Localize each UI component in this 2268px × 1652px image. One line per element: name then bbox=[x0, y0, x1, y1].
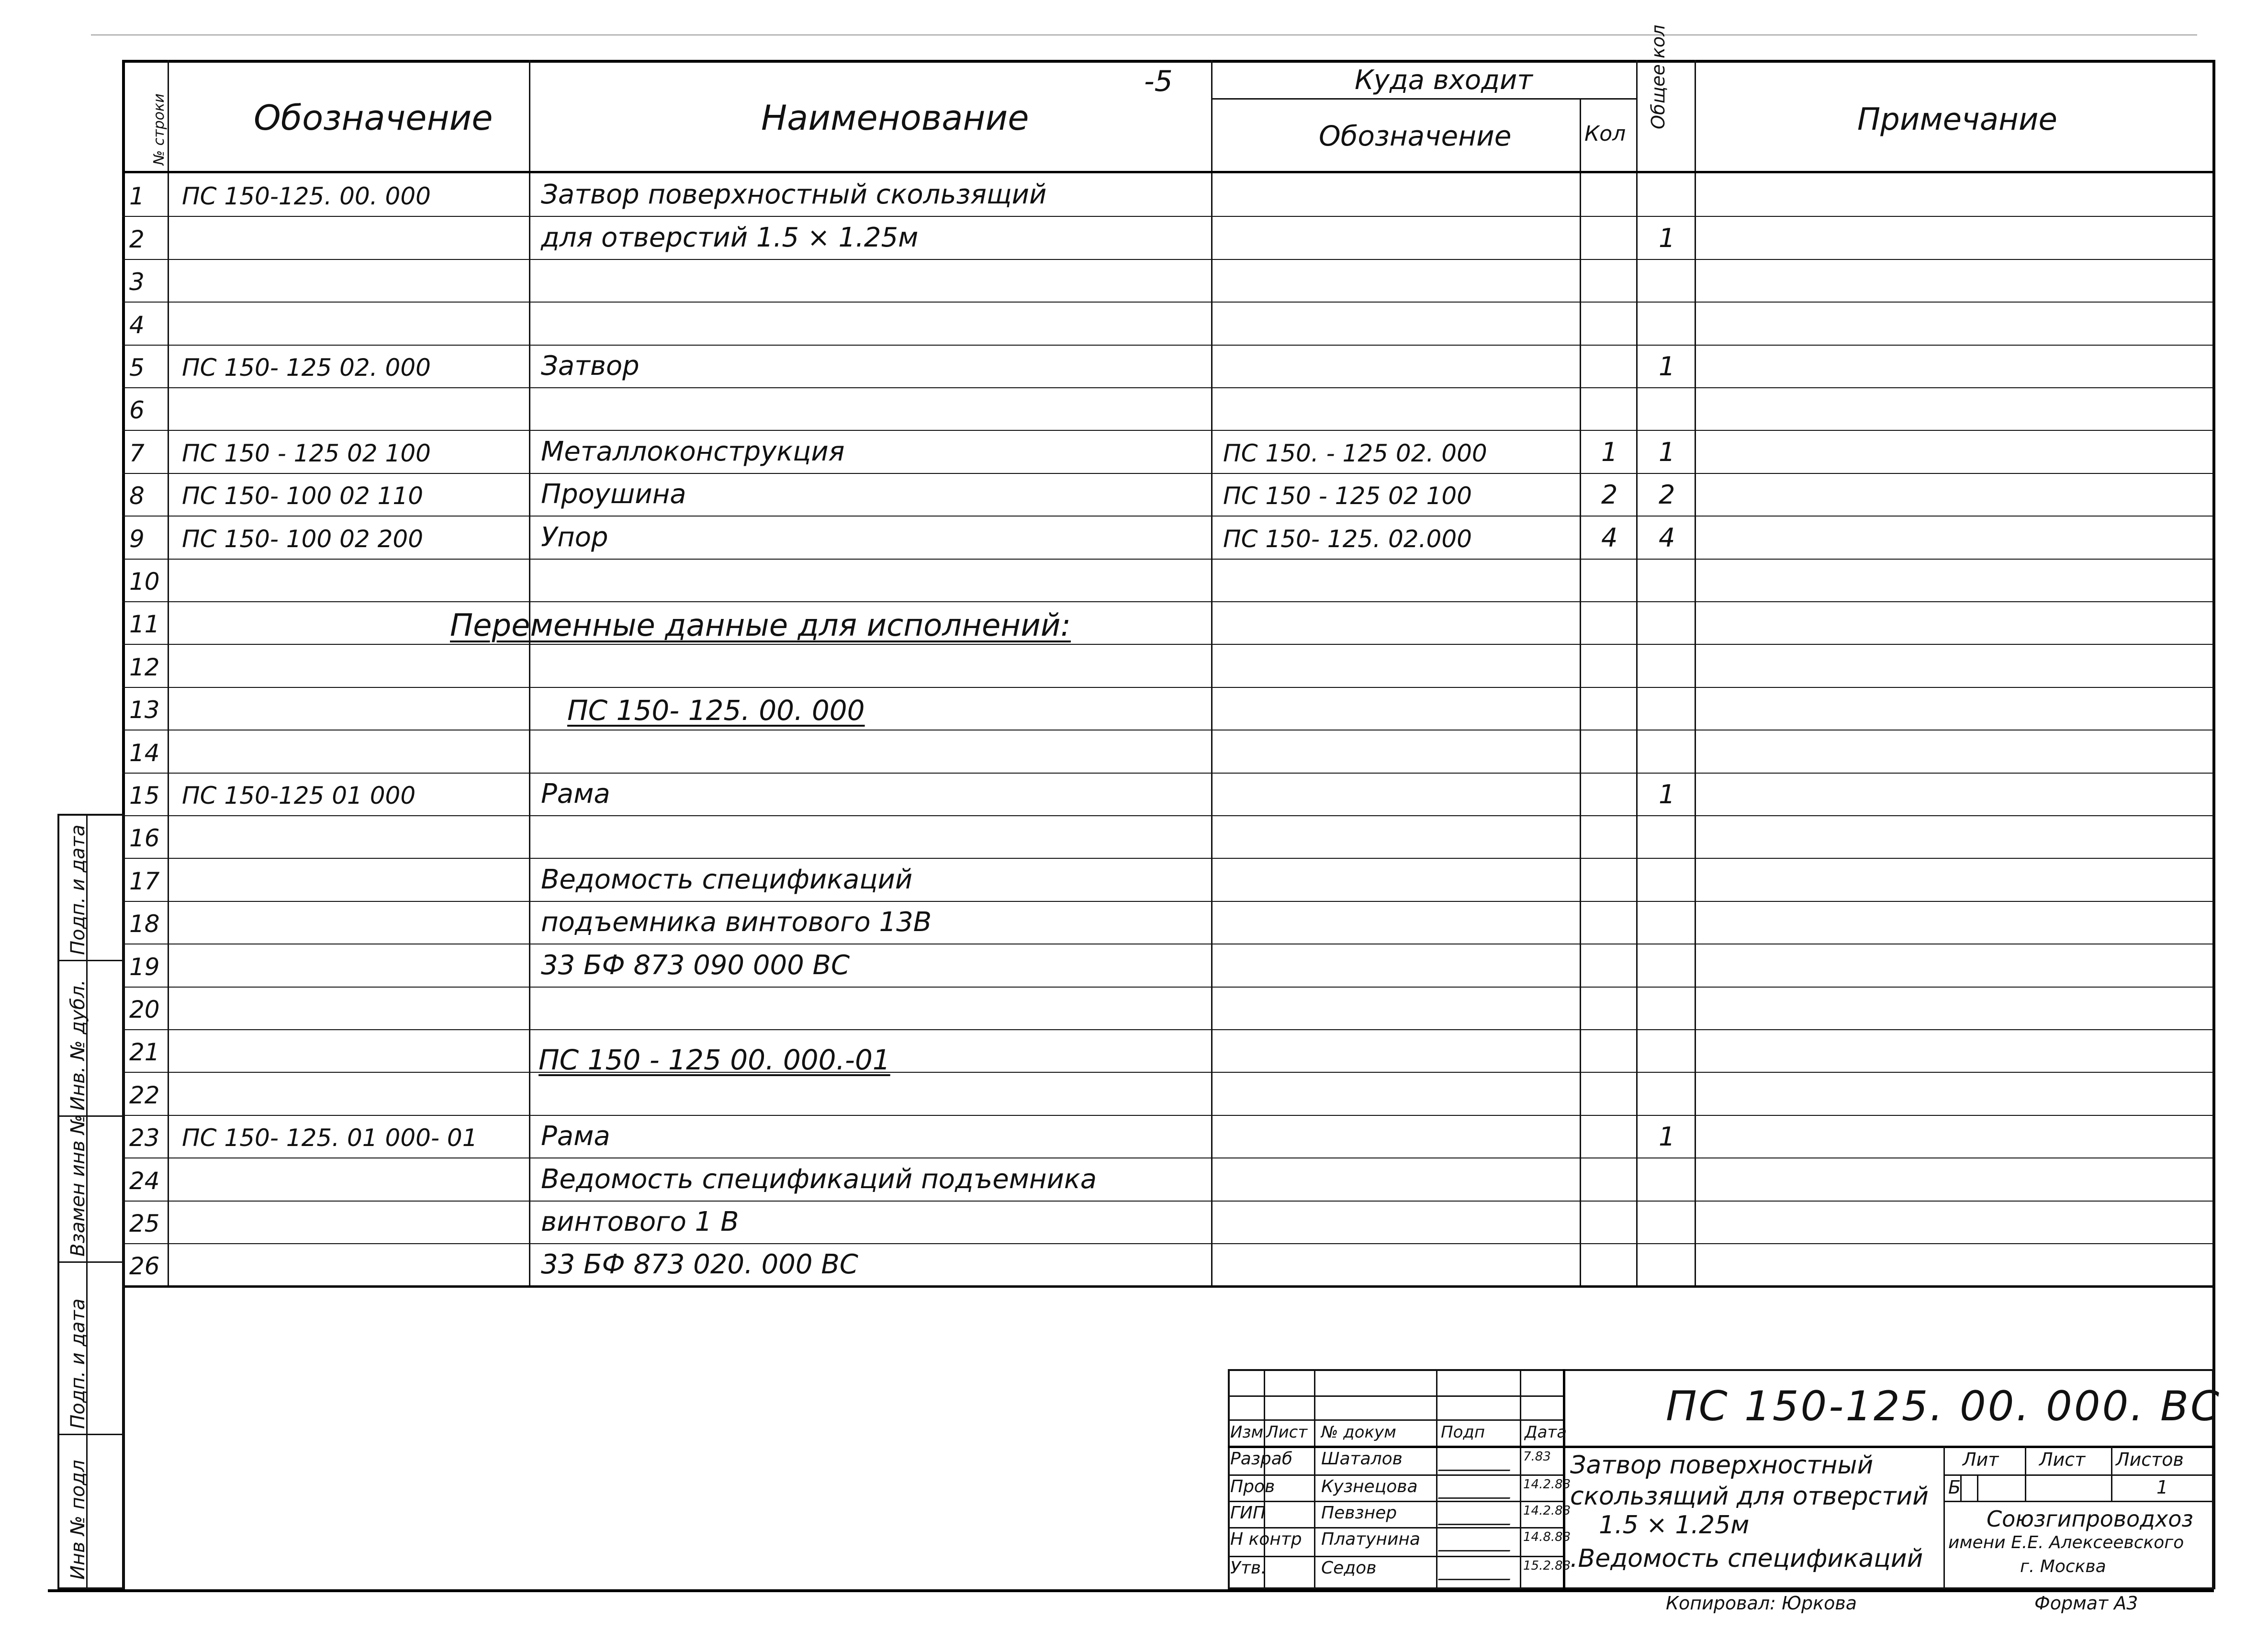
row-number: 19 bbox=[129, 953, 160, 981]
tb-role-name: Седов bbox=[1321, 1558, 1377, 1578]
row-name: винтового 1 В bbox=[541, 1206, 739, 1237]
row-number: 11 bbox=[129, 610, 160, 638]
row-divider bbox=[122, 987, 2214, 988]
row-number: 4 bbox=[129, 311, 145, 339]
row-designation: ПС 150-125 01 000 bbox=[182, 782, 416, 809]
row-number: 15 bbox=[129, 782, 160, 809]
row-divider bbox=[122, 559, 2214, 560]
tb-sheets-value: 1 bbox=[2156, 1477, 2168, 1498]
row-divider bbox=[122, 1286, 2214, 1287]
row-name: Металлоконструкция bbox=[541, 436, 845, 467]
tb-h-7 bbox=[1228, 1556, 1563, 1557]
side-label-vzam: Взамен инв № bbox=[67, 1114, 89, 1257]
tb-role-date: 14.2.83 bbox=[1523, 1504, 1571, 1518]
tb-copied: Копировал: Юркова bbox=[1666, 1593, 1857, 1614]
row-name: для отверстий 1.5 × 1.25м bbox=[541, 222, 919, 253]
frame-top bbox=[122, 60, 2214, 63]
tb-lit-value: Б bbox=[1948, 1477, 1961, 1498]
signature-mark bbox=[1438, 1564, 1516, 1580]
row-designation: ПС 150- 125 02. 000 bbox=[182, 354, 431, 382]
row-name: подъемника винтового 13В bbox=[541, 907, 932, 938]
tb-doc-code: ПС 150-125. 00. 000. ВС bbox=[1666, 1382, 2222, 1430]
side-sep-3 bbox=[57, 1261, 124, 1263]
row-number: 3 bbox=[129, 268, 145, 296]
row-designation: ПС 150-125. 00. 000 bbox=[182, 182, 431, 210]
tb-col-head: Дата bbox=[1525, 1423, 1567, 1442]
tb-role-date: 15.2.83 bbox=[1523, 1559, 1571, 1573]
row-number: 1 bbox=[129, 182, 145, 210]
side-label-inv-podl: Инв № подл bbox=[67, 1460, 89, 1580]
row-divider bbox=[122, 1029, 2214, 1030]
tb-title-line: скользящий для отверстий bbox=[1570, 1482, 1929, 1511]
tb-role-date: 14.2.83 bbox=[1523, 1477, 1571, 1492]
tb-org-line: г. Москва bbox=[2020, 1557, 2106, 1576]
row-total-qty: 1 bbox=[1659, 1122, 1675, 1152]
col-line-5 bbox=[1636, 60, 1638, 1285]
row-number: 8 bbox=[129, 482, 145, 510]
row-divider bbox=[122, 1072, 2214, 1073]
row-number: 20 bbox=[129, 996, 160, 1023]
tb-role-name: Платунина bbox=[1321, 1529, 1420, 1549]
row-divider bbox=[122, 302, 2214, 303]
tb-title-line: Затвор поверхностный bbox=[1570, 1451, 1874, 1480]
tb-lit-label: Лит bbox=[1963, 1449, 1999, 1470]
tb-v-lit-4 bbox=[2111, 1446, 2112, 1501]
tb-role: ГИП bbox=[1230, 1503, 1266, 1523]
row-name: Ведомость спецификаций подъемника bbox=[541, 1164, 1097, 1195]
row-divider bbox=[122, 216, 2214, 217]
row-divider bbox=[122, 901, 2214, 902]
tb-role-date: 7.83 bbox=[1523, 1450, 1551, 1464]
row-where-designation: ПС 150 - 125 02 100 bbox=[1223, 482, 1472, 510]
signature-mark bbox=[1438, 1455, 1516, 1471]
row-number: 23 bbox=[129, 1124, 160, 1152]
row-divider bbox=[122, 1243, 2214, 1244]
side-label-inv-dubl: Инв. № дубл. bbox=[67, 979, 89, 1111]
row-name: Ведомость спецификаций bbox=[541, 864, 913, 895]
variant-00-heading: ПС 150- 125. 00. 000 bbox=[567, 694, 865, 727]
tb-role-date: 14.8.83 bbox=[1523, 1530, 1571, 1544]
header-where-designation: Обозначение bbox=[1319, 120, 1512, 152]
row-divider bbox=[122, 858, 2214, 859]
row-number: 14 bbox=[129, 739, 160, 767]
row-qty: 2 bbox=[1601, 480, 1618, 510]
tb-sheets-label: Листов bbox=[2116, 1449, 2184, 1470]
tb-v-lit bbox=[1943, 1446, 1945, 1589]
signature-mark bbox=[1438, 1483, 1516, 1499]
row-qty: 1 bbox=[1601, 437, 1618, 467]
row-name: 33 БФ 873 020. 000 ВС bbox=[541, 1249, 858, 1280]
side-sep-4 bbox=[57, 1434, 124, 1435]
row-number: 17 bbox=[129, 867, 160, 895]
row-total-qty: 2 bbox=[1659, 480, 1675, 510]
row-number: 10 bbox=[129, 568, 160, 596]
header-bottom-line bbox=[122, 171, 2214, 173]
header-row-no: № строки bbox=[151, 93, 168, 165]
row-divider bbox=[122, 644, 2214, 645]
row-name: Рама bbox=[541, 778, 610, 809]
row-total-qty: 1 bbox=[1659, 779, 1675, 809]
sheet-mark: -5 bbox=[1144, 65, 1173, 98]
col-line-4 bbox=[1580, 98, 1581, 1285]
row-number: 21 bbox=[129, 1038, 160, 1066]
tb-role-name: Кузнецова bbox=[1321, 1477, 1418, 1496]
row-divider bbox=[122, 1115, 2214, 1116]
col-line-2 bbox=[529, 60, 530, 1285]
row-divider bbox=[122, 473, 2214, 474]
row-number: 26 bbox=[129, 1252, 160, 1280]
tb-title-line: .Ведомость спецификаций bbox=[1570, 1544, 1923, 1573]
tb-col-head: № докум bbox=[1321, 1423, 1396, 1442]
row-number: 7 bbox=[129, 439, 145, 467]
signature-mark bbox=[1438, 1509, 1516, 1525]
row-divider bbox=[122, 387, 2214, 388]
row-divider bbox=[122, 687, 2214, 688]
tb-h-5 bbox=[1228, 1501, 1563, 1502]
tb-h-lit-2 bbox=[1943, 1501, 2214, 1502]
tb-h-lit-1 bbox=[1943, 1474, 2214, 1476]
col-line-3 bbox=[1211, 60, 1213, 1285]
row-divider bbox=[122, 773, 2214, 774]
row-qty: 4 bbox=[1601, 523, 1618, 553]
tb-org-line: имени Е.Е. Алексеевского bbox=[1948, 1533, 2184, 1552]
tb-role: Н контр bbox=[1230, 1529, 1302, 1549]
tb-role-name: Шаталов bbox=[1321, 1449, 1403, 1469]
row-divider bbox=[122, 259, 2214, 260]
tb-col-head: Изм bbox=[1230, 1423, 1264, 1442]
tb-format: Формат А3 bbox=[2034, 1593, 2138, 1614]
row-designation: ПС 150- 125. 01 000- 01 bbox=[182, 1124, 478, 1152]
side-label-podp-data-1: Подп. и дата bbox=[67, 824, 89, 955]
row-name: Затвор поверхностный скользящий bbox=[541, 179, 1047, 210]
col-line-1 bbox=[168, 60, 169, 1285]
row-total-qty: 1 bbox=[1659, 223, 1675, 253]
row-divider bbox=[122, 516, 2214, 517]
frame-right bbox=[2212, 60, 2215, 1589]
tb-role-name: Певзнер bbox=[1321, 1503, 1397, 1523]
row-divider bbox=[122, 430, 2214, 431]
row-designation: ПС 150- 100 02 200 bbox=[182, 525, 424, 553]
row-name: Упор bbox=[541, 522, 608, 553]
row-name: Проушина bbox=[541, 479, 686, 510]
frame-bottom bbox=[48, 1589, 2214, 1592]
row-number: 16 bbox=[129, 824, 160, 852]
side-sep-1 bbox=[57, 960, 124, 961]
trim-line bbox=[91, 34, 2197, 35]
row-number: 24 bbox=[129, 1167, 160, 1195]
row-number: 5 bbox=[129, 354, 145, 382]
where-used-divider bbox=[1211, 98, 1637, 100]
tb-col-head: Лист bbox=[1266, 1423, 1308, 1442]
tb-h-4 bbox=[1228, 1474, 1563, 1476]
side-label-podp-data-2: Подп. и дата bbox=[67, 1298, 89, 1429]
tb-sheet-label: Лист bbox=[2039, 1449, 2086, 1470]
row-number: 6 bbox=[129, 396, 145, 424]
tb-title-line: 1.5 × 1.25м bbox=[1599, 1511, 1750, 1540]
row-total-qty: 1 bbox=[1659, 351, 1675, 382]
signature-mark bbox=[1438, 1536, 1516, 1551]
header-qty: Кол bbox=[1584, 122, 1626, 146]
row-where-designation: ПС 150- 125. 02.000 bbox=[1223, 525, 1472, 553]
row-where-designation: ПС 150. - 125 02. 000 bbox=[1223, 439, 1487, 467]
row-name: 33 БФ 873 090 000 ВС bbox=[541, 950, 850, 981]
row-name: Затвор bbox=[541, 350, 640, 382]
col-line-6 bbox=[1695, 60, 1696, 1285]
header-name: Наименование bbox=[761, 98, 1029, 138]
variable-data-heading: Переменные данные для исполнений: bbox=[450, 608, 1071, 643]
tb-h-2 bbox=[1228, 1419, 1563, 1421]
header-where-used: Куда входит bbox=[1355, 65, 1533, 96]
tb-role: Пров bbox=[1230, 1477, 1275, 1496]
row-total-qty: 1 bbox=[1659, 437, 1675, 467]
tb-role: Утв. bbox=[1230, 1558, 1267, 1578]
row-total-qty: 4 bbox=[1659, 523, 1675, 553]
tb-h-3 bbox=[1228, 1446, 2214, 1448]
variant-01-heading: ПС 150 - 125 00. 000.-01 bbox=[539, 1044, 890, 1076]
header-note: Примечание bbox=[1857, 102, 2057, 137]
tb-col-head: Подп bbox=[1441, 1423, 1485, 1442]
row-designation: ПС 150- 100 02 110 bbox=[182, 482, 424, 510]
tb-h-6 bbox=[1228, 1527, 1563, 1528]
row-divider bbox=[122, 601, 2214, 602]
tb-v-lit-3 bbox=[2025, 1446, 2026, 1501]
row-divider bbox=[122, 815, 2214, 816]
row-number: 25 bbox=[129, 1210, 160, 1237]
tb-h-1 bbox=[1228, 1395, 1563, 1397]
row-name: Рама bbox=[541, 1121, 610, 1152]
header-total-qty: Общее кол bbox=[1648, 24, 1669, 129]
row-designation: ПС 150 - 125 02 100 bbox=[182, 439, 431, 467]
tb-v-lit-2 bbox=[1977, 1474, 1978, 1501]
row-number: 12 bbox=[129, 653, 160, 681]
header-designation: Обозначение bbox=[254, 98, 493, 138]
row-number: 2 bbox=[129, 225, 145, 253]
row-divider bbox=[122, 1201, 2214, 1202]
row-number: 18 bbox=[129, 910, 160, 938]
tb-role: Разраб bbox=[1230, 1449, 1293, 1469]
tb-org-line: Союзгипроводхоз bbox=[1987, 1506, 2193, 1532]
row-number: 13 bbox=[129, 696, 160, 724]
row-number: 22 bbox=[129, 1081, 160, 1109]
row-number: 9 bbox=[129, 525, 145, 553]
row-divider bbox=[122, 345, 2214, 346]
